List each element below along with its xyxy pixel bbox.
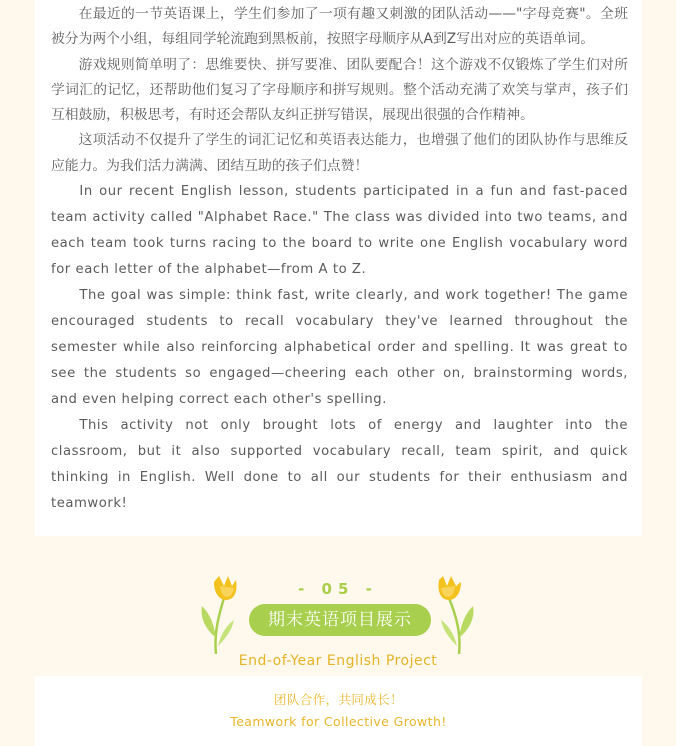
zh-paragraph-2: 游戏规则简单明了：思维要快、拼写要准、团队要配合！这个游戏不仅锻炼了学生们对所学词汇的记忆，还帮助他们复习了字母顺序和拼写规则。整个活动充满了欢笑与掌声，孩子们互相鼓励，积极思考，有时还会帮队友纠正拼写错误，展现出很强的合作精神。 xyxy=(51,56,628,124)
en-paragraph-2: The goal was simple: think fast, write clearly, and work together! The game encouraged students to recall vocabulary they've learned throughout the semester while also reinforcing alphabetical order and spelling. It was great to see the students so engaged—cheering each other on, brainstorming words, and even helping correct each other's spelling. xyxy=(51,288,628,408)
motto-card xyxy=(35,676,642,746)
zh-paragraph-1: 在最近的一节英语课上，学生们参加了一项有趣又刺激的团队活动——"字母竞赛"。全班被分为两个小组，每组同学轮流跑到黑板前，按照字母顺序从A到Z写出对应的英语单词。 xyxy=(51,6,628,48)
section-number: - 05 - xyxy=(298,580,378,598)
motto-zh: 团队合作，共同成长！ xyxy=(273,692,403,707)
article-card xyxy=(35,0,642,536)
section-subtitle: End-of-Year English Project xyxy=(238,653,438,669)
zh-paragraph-3: 这项活动不仅提升了学生的词汇记忆和英语表达能力，也增强了他们的团队协作与思维反应能力。为我们活力满满、团结互助的孩子们点赞！ xyxy=(51,132,628,174)
section-title: 期末英语项目展示 xyxy=(249,604,431,636)
en-paragraph-3: This activity not only brought lots of energy and laughter into the classroom, but it also supported vocabulary recall, team spirit, and quick thinking in English. Well done to all our students for their enthusiasm and teamwork! xyxy=(51,418,628,512)
section-header xyxy=(0,560,676,680)
en-paragraph-1: In our recent English lesson, students participated in a fun and fast-paced team activity called "Alphabet Race." The class was divided into two teams, and each team took turns racing to the board to write one English vocabulary word for each letter of the alphabet—from A to Z. xyxy=(51,184,628,278)
motto-en: Teamwork for Collective Growth! xyxy=(230,714,447,729)
